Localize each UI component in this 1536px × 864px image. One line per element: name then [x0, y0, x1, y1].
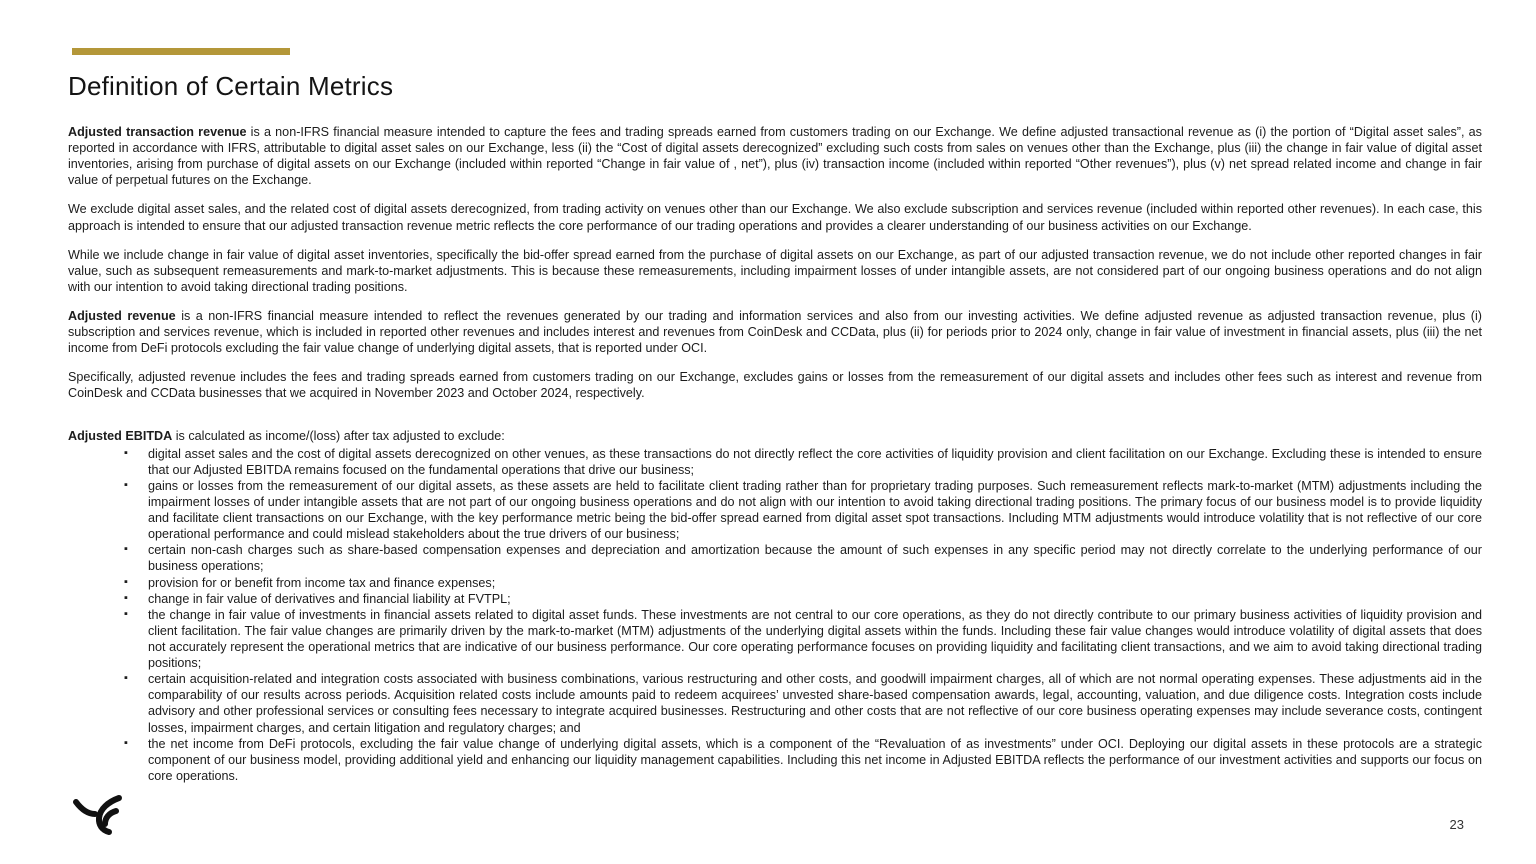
- paragraph-text: While we include change in fair value of digital asset inventories, specifically the bid-offer spread earned from the purchase of digital assets on our Exchange, as part of our adjusted transaction revenue, we do not include other reported changes in fair value, such as subsequent remeasurements and mark-to-market adjustments. This is because these remeasurements, including impairment losses of under intangible assets, are not considered part of our ongoing business operations and do not align with our intention to avoid taking directional trading positions.: [68, 247, 1482, 294]
- paragraph-text: We exclude digital asset sales, and the related cost of digital assets derecognized, from trading activity on venues other than our Exchange. We also exclude subscription and services revenue (included within reported other revenues). In each case, this approach is intended to ensure that our adjusted transaction revenue metric reflects the core performance of our trading operations and provides a clearer understanding of our business activities on our Exchange.: [68, 202, 1482, 233]
- paragraph-text: is a non-IFRS financial measure intended to reflect the revenues generated by our trading and information services and also from our investing activities. We define adjusted revenue as adjusted transaction revenue, plus (i) subscription and services revenue, which is included in reported other revenues and includes interest and revenues from CoinDesk and CCData, plus (ii) for periods prior to 2024 only, change in fair value of investment in financial assets, plus (iii) the net income from DeFi protocols excluding the fair value change of underlying digital assets, that is reported under OCI.: [68, 308, 1482, 356]
- bull-logo-icon: [72, 794, 124, 836]
- list-item: [124, 446, 1482, 478]
- paragraph-fair-value: [68, 247, 1482, 295]
- list-item-text: provision for or benefit from income tax and finance expenses;: [148, 575, 496, 590]
- bullet-icon: ▪: [124, 446, 128, 459]
- term-adjusted-transaction-revenue: Adjusted transaction revenue: [68, 125, 247, 139]
- paragraph-text: is calculated as income/(loss) after tax adjusted to exclude:: [172, 428, 505, 443]
- list-item: [124, 575, 1482, 591]
- term-adjusted-ebitda: Adjusted EBITDA: [68, 428, 173, 443]
- body-copy: [68, 124, 1482, 784]
- list-item: [124, 478, 1482, 542]
- paragraph-adjusted-ebitda-intro: [68, 428, 1482, 444]
- list-item: [124, 607, 1482, 671]
- list-item: [124, 671, 1482, 735]
- list-item-text: certain acquisition-related and integration costs associated with business combinations, various restructuring and other costs, and goodwill impairment charges, all of which are not normal operating expenses. These adjustments aid in the comparability of our results across periods. Acquisition related costs include amounts paid to redeem acquirees’ unvested share-based compensation awards, legal, accounting, valuation, and due diligence costs. Integration costs include advisory and other professional services or consulting fees necessary to integrate acquired businesses. Restructuring and other costs that are not reflective of our core business operating expenses may include severance costs, contingent losses, impairment charges, and certain litigation and regulatory charges; and: [148, 672, 1482, 735]
- paragraph-adjusted-transaction-revenue: [68, 124, 1482, 188]
- list-item-text: the change in fair value of investments in financial assets related to digital asset funds. These investments are not central to our core operations, as they do not directly contribute to our primary business activities of liquidity provision and client facilitation. The fair value changes are primarily driven by the mark-to-market (MTM) adjustments of the underlying digital assets within the funds. Including these fair value changes would introduce volatility of digital assets that does not accurately represent the operational metrics that are indicative of our business performance. Our core operating performance focuses on providing liquidity and facilitating client transactions, and we aim to avoid taking directional trading positions;: [148, 607, 1482, 671]
- bullet-icon: ▪: [124, 575, 128, 588]
- paragraph-text: Specifically, adjusted revenue includes the fees and trading spreads earned from customers trading on our Exchange, excludes gains or losses from the remeasurement of our digital assets and includes other fees such as interest and revenue from CoinDesk and CCData businesses that we acquired in November 2023 and October 2024, respectively.: [68, 370, 1482, 401]
- list-item: [124, 591, 1482, 607]
- page-number: 23: [1449, 817, 1464, 832]
- bullet-icon: ▪: [124, 736, 128, 749]
- bullet-icon: ▪: [124, 543, 128, 556]
- list-item-text: digital asset sales and the cost of digital assets derecognized on other venues, as these transactions do not directly reflect the core activities of liquidity provision and client facilitation on our Exchange. Excluding these is intended to ensure that our Adjusted EBITDA remains focused on the fundamental operations that drive our business;: [148, 446, 1482, 477]
- list-item: [124, 542, 1482, 574]
- list-item-text: change in fair value of derivatives and financial liability at FVTPL;: [148, 591, 511, 606]
- paragraph-specifically: [68, 369, 1482, 401]
- list-item-text: certain non-cash charges such as share-based compensation expenses and depreciation and amortization because the amount of such expenses in any specific period may not directly correlate to the underlying performance of our business operations;: [148, 543, 1482, 574]
- title-accent-bar: [72, 48, 290, 55]
- term-adjusted-revenue: Adjusted revenue: [68, 308, 176, 323]
- bullet-icon: ▪: [124, 672, 128, 685]
- page-title: Definition of Certain Metrics: [68, 71, 394, 101]
- list-item-text: the net income from DeFi protocols, excluding the fair value change of underlying digital assets, which is a component of the “Revaluation of as investments” under OCI. Deploying our digital assets in these protocols are a strategic component of our business model, providing additional yield and enhancing our liquidity management capabilities. Including this net income in Adjusted EBITDA reflects the performance of our investment activities and supports our focus on core operations.: [148, 736, 1482, 783]
- paragraph-exclusions: [68, 201, 1482, 233]
- bullet-icon: ▪: [124, 607, 128, 620]
- paragraph-adjusted-revenue: [68, 308, 1482, 356]
- list-item-text: gains or losses from the remeasurement of our digital assets, as these assets are held to facilitate client trading rather than for proprietary trading purposes. Such remeasurement reflects mark-to-market (MTM) adjustments including the impairment losses of under intangible assets that are not part of our ongoing business operations and do not align with our intention to avoid taking directional trading positions. The primary focus of our business model is to provide liquidity and facilitate client transactions on our Exchange, with the key performance metric being the bid-offer spread earned from digital asset spot transactions. Including MTM adjustments would introduce volatility that is not reflective of our core operational performance and could mislead stakeholders about the true drivers of our business;: [148, 478, 1482, 542]
- bullet-icon: ▪: [124, 478, 128, 491]
- ebitda-exclusions-list: [68, 446, 1482, 784]
- paragraph-text: is a non-IFRS financial measure intended to capture the fees and trading spreads earned from customers trading on our Exchange. We define adjusted transactional revenue as (i) the portion of “Digital asset sales”, as reported in accordance with IFRS, attributable to digital asset sales on our Exchange, less (ii) the “Cost of digital assets derecognized” excluding such costs from sales on venues other than the Exchange, plus (iii) the change in fair value of digital asset inventories, arising from purchase of digital assets on our Exchange (included within reported “Change in fair value of , net”), plus (iv) transaction income (included within reported “Other revenues”), plus (v) net spread related income and change in fair value of perpetual futures on the Exchange.: [68, 125, 1482, 188]
- list-item: [124, 736, 1482, 784]
- bullet-icon: ▪: [124, 591, 128, 604]
